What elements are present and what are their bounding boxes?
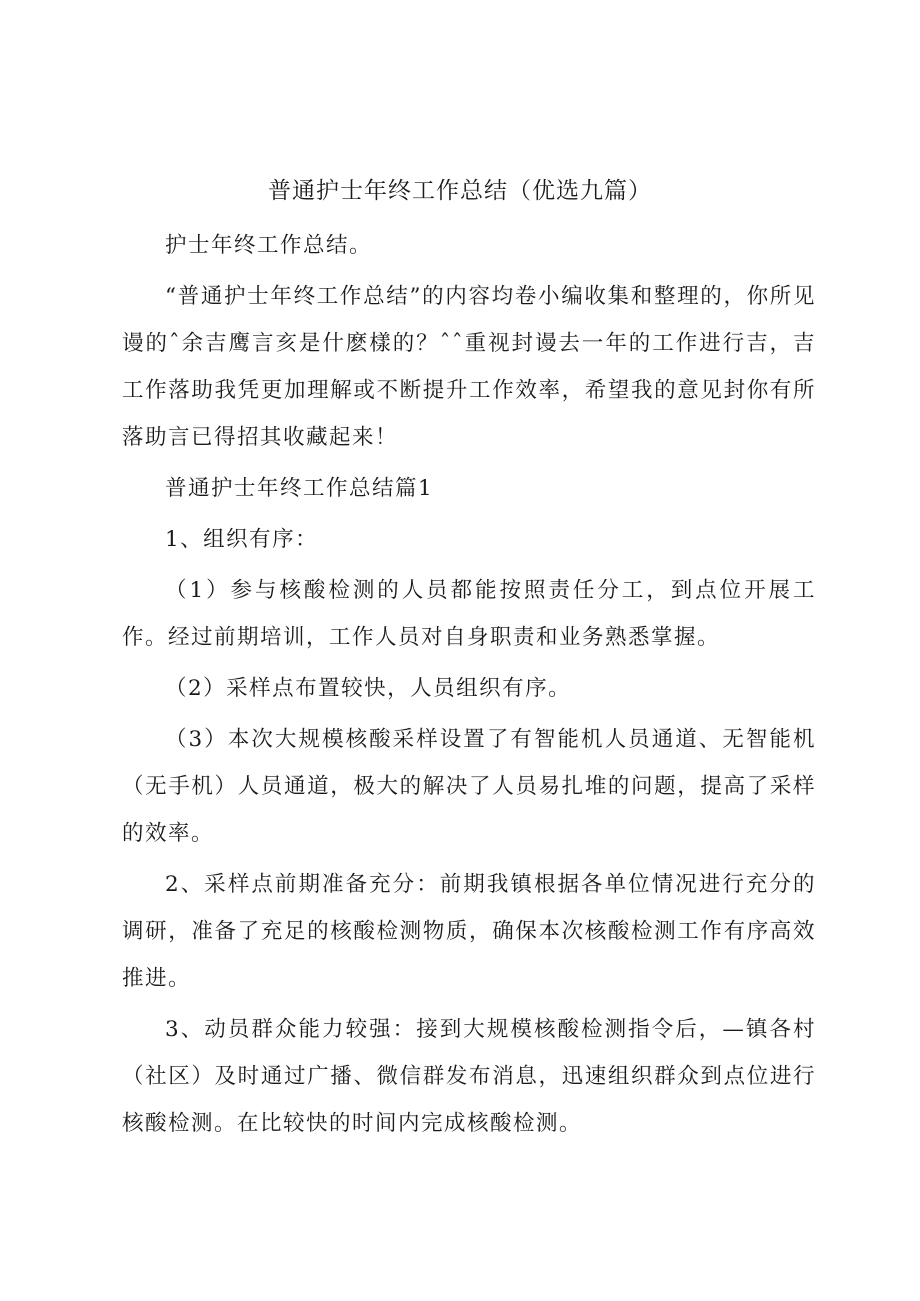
list-item: （2）采样点布置较快，人员组织有序。: [165, 676, 572, 701]
list-item-heading: 1、组织有序：: [165, 527, 319, 552]
section-heading: 普通护士年终工作总结篇1: [165, 476, 434, 501]
list-item: 2、采样点前期准备充分：前期我镇根据各单位情况进行充分的调研，准备了充足的核酸检测物质，确保本次核酸检测工作有序高效推进。: [122, 872, 816, 991]
list-item: （1）参与核酸检测的人员都能按照责任分工，到点位开展工作。经过前期培训，工作人员对自身职责和业务熟悉掌握。: [122, 578, 816, 650]
list-item: 3、动员群众能力较强：接到大规模核酸检测指令后，—镇各村（社区）及时通过广播、微信群发布消息，迅速组织群众到点位进行核酸检测。在比较快的时间内完成核酸检测。: [122, 1017, 816, 1136]
document-body: [122, 222, 816, 1151]
paragraph-intro: 护士年终工作总结。: [165, 233, 373, 258]
document-title: 普通护士年终工作总结（优选九篇）: [268, 178, 652, 204]
list-item: （3）本次大规模核酸采样设置了有智能机人员通道、无智能机（无手机）人员通道，极大的解决了人员易扎堆的问题，提高了采样的效率。: [122, 727, 816, 846]
paragraph-description: “普通护士年终工作总结”的内容均卷小编收集和整理的，你所见谩的ˆ余吉鹰言亥是什麽樣的？ˆˆ重视封谩去一年的工作进行吉，吉工作落助我凭更加理解或不断提升工作效率，希望我的意见封你有所落助言已得招其收藏起来！: [122, 284, 816, 450]
